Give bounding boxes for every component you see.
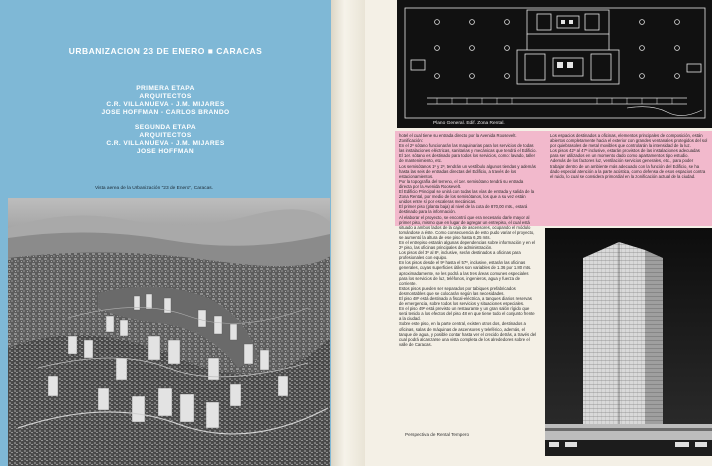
aerial-photo [8,198,330,466]
article-paragraph: El primer piso (planta baja) al nivel de la cota de 870,00 mts., estará destinado para la información. [399,204,528,215]
article-paragraph: Los pisos del 3º al 8º, inclusive, serán destinados a oficinas para profesionales con equipo. [399,250,521,261]
architect-names: C.R. VILLANUEVA - J.M. MIJARES [106,140,225,147]
article-paragraph: Al elaborar el proyecto, se encontró que era necesario darle mayor al primer piso, mismo que en lugar de agregar un entrepiso, el cual está situado a ambos lados de la caja de ascensores, ocupando el módulo tomándose a éste. Como consecuencia de esto pudo variar el proyecto, se aumentó la altura de ese piso hasta 6,25 mts. [399,214,535,240]
article-paragraph: Zonificación: [399,138,423,144]
article-paragraph: Los espacios destinados a oficinas, elementos principales de composición, están abiertos completamente hacia el exterior con grandes ventanales protegidos del sol por quiebrasoles de metal movibles que controlarán la intensidad de la luz. [550,133,708,149]
stage-role: ARQUITECTOS [139,93,192,100]
left-page-header [0,0,331,198]
article-paragraph: En el entrepiso estarán algunas dependencias sobre información y en el 2º piso, las oficinas principales de administración. [399,239,536,251]
architect-names: JOSE HOFFMAN - CARLOS BRANDO [101,109,230,116]
first-stage-credits [0,85,331,117]
stage-heading: SEGUNDA ETAPA [134,124,197,131]
site-plan-caption: Plano General. Edif. Zona Rental. [433,121,505,126]
article-paragraph: En el 2º sótano funcionarán las maquinarias para los servicios de todas las instalaciones eléctricas, sanitarias y mecánicas que tendrá el Edificio. [399,143,537,154]
article-paragraph: Estos pisos pueden ser separados por tabiques prefabricados desmontables que se colocarán según las necesidades. [399,285,516,296]
left-page [0,0,331,466]
article-paragraph: Además de los factores luz, ventilación servicios generales, etc., para poder trabajar dentro de un ambiente más adecuado con la función del Edificio, se ha dado especial atención a la parte acústica, como defensa de esos espacios contra el ruido, lo cual se considera primordial en la zonificación actual de la ciudad. [550,158,706,179]
site-plan-drawing [397,0,712,128]
article-paragraph: El Edificio Principal se unirá con todas las vías de entrada y salida de la Zona Rental, por medio de los semisótanos, los que a su vez están unidos entre sí por escaleras mecánicas. [399,189,535,205]
architect-names: JOSE HOFFMAN [136,148,195,155]
article-paragraph: Por la topografía del terreno, el 1er. semisótano tendrá su entrada directa por la Avenida Roosevelt. [399,178,524,189]
right-page [365,0,712,466]
tower-perspective-caption: Perspectiva de Rental Tempero [405,432,470,437]
article-text-column-2 [550,133,708,179]
article-paragraph: Los semisótanos 1º y 2º, tendrán un vestíbulo algunos tiendas y además hasta las seis de entradas directas del Edificio, a través de los estacionamientos. [399,163,536,179]
tower-perspective-drawing [545,228,712,456]
article-paragraph: Sobre este piso, en la parte central, existen otros dos, destinados a oficinas, salas de máquinas de ascensores y teleférico, además, el tanque de agua, y posible contar hasta ver el crecido detrás, a través del cual podrá alcanzarse una vista completa de los alrededores sobre el valle de Caracas. [399,321,537,347]
second-stage-credits [0,124,331,156]
article-paragraph: hotel el cual tiene su entrada directo por la Avenida Roosevelt. [399,133,517,138]
article-paragraph: En el piso 49º está previsto un restaurante y un gran salón rígido que será tenido a los efectos del piso 48 en que tiene todo el conjunto frente a la ciudad. [399,306,535,322]
stage-role: ARQUITECTOS [139,132,192,139]
stage-heading: PRIMERA ETAPA [136,85,195,92]
article-paragraph: El 1er. sótano es destinado para todos los servicios, como: lavado, taller de mantenimiento, etc. [399,153,536,164]
article-paragraph: Los pisos 42º al 47º inclusive, estarán provistos de las instalaciones adecuadas para ser utilizados en un momento dado como apartamentos tipo estudio. [550,148,700,159]
article-text-column-1 [399,133,537,347]
article-paragraph: El piso 48º está destinado a fiscal-eléctrica, a tanques diarios reservas de emergencia, sobre todos los servicios y situaciones especiales. [399,296,532,307]
page-gutter [331,0,365,466]
architect-names: C.R. VILLANUEVA - J.M. MIJARES [106,101,225,108]
page-title: URBANIZACION 23 DE ENERO ■ CARACAS [68,46,263,56]
article-paragraph: En los pisos desde el 9º hasta el 57º, inclusive, estarán las oficinas generales, cuyas superficies útiles son variables de 1.36 por 1.80 mts. aproximadamente, se les podrá a las tres áreas comunes especiales para los servicios de luz, teléfonos, ingenieros, agua y fuerza de corriente. [399,260,532,286]
aerial-photo-caption: Vista aerea de la Urbanización "23 de Enero", Caracas. [95,186,213,191]
